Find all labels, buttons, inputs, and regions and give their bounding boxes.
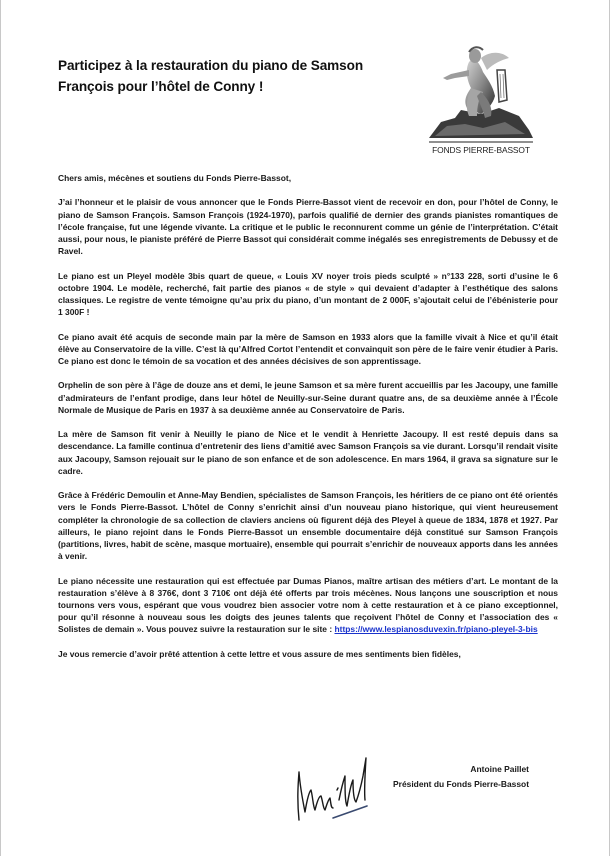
paragraph-piano-model: Le piano est un Pleyel modèle 3bis quart de queue, « Louis XV noyer trois pieds sculpté » n°133 228, sorti d’usine le 6 octobre 1904. Le modèle, recherché, fait partie des pianos « de style » qui devaient d’adapter à l’esthétique des salons classiques. Le registre de vente témoigne qu’au prix du piano, d’un montant de 2 000F, s’ajoutait celui de l’ébénisterie pour 1 300F ! — [58, 270, 558, 318]
fonds-logo — [421, 40, 541, 162]
paragraph-descendance: La mère de Samson fit venir à Neuilly le piano de Nice et le vendit à Henriette Jacoupy. Il est resté depuis dans sa descendance. La famille continua d’entretenir des liens d’amitié avec Samson François sa vie durant. Lorsqu’il rendait visite aux Jacoupy, Samson rejouait sur le piano de son enfance et de son adolescence. En mars 1964, il grava sa signature sur le cadre. — [58, 429, 558, 476]
salutation: Chers amis, mécènes et soutiens du Fonds Pierre-Bassot, — [58, 173, 292, 183]
signatory-role: Président du Fonds Pierre-Bassot — [393, 778, 529, 789]
restoration-text: Le piano nécessite une restauration qui est effectuée par Dumas Pianos, maître artisan des métiers d’art. Le montant de la restauration s’élève à 8 376€, dont 3 710€ ont déjà été offerts par trois mécènes. Nous lançons une souscription et nous tournons vers vous, espérant que vous voudrez bien associer votre nom à cette restauration et à ce piano exceptionnel, pour qu’il résonne à nouveau sous les doigts des jeunes talents que reçoivent l’hôtel de Conny et l’association des « Solistes de demain ». Vous pouvez suivre la restauration sur le site : — [58, 575, 558, 635]
logo-caption: FONDS PIERRE-BASSOT — [432, 145, 530, 155]
paragraph-restoration — [58, 575, 558, 636]
statue-logo-icon — [421, 40, 541, 144]
handwritten-signature-icon — [293, 740, 388, 830]
signatory-name: Antoine Paillet — [470, 764, 529, 774]
paragraph-jacoupy: Orphelin de son père à l’âge de douze ans et demi, le jeune Samson et sa mère furent accueillis par les Jacoupy, une famille d’admirateurs de l’enfant prodige, dans leur hôtel de Neuilly-sur-Seine durant quatre ans, de sa deuxième année à l’École Normale de Musique de Paris en 1937 à sa deuxième année au Conservatoire de Paris. — [58, 380, 558, 415]
paragraph-heritage: Grâce à Frédéric Demoulin et Anne-May Bendien, spécialistes de Samson François, les héritiers de ce piano ont été orientés vers le Fonds Pierre-Bassot. L’hôtel de Conny s’enrichit ainsi d’un nouveau piano historique, qui vient heureusement compléter la chronologie de sa collection de claviers anciens où figurent déjà des Pleyel à queue de 1834, 1878 et 1927. Par ailleurs, le piano rejoint dans le Fonds Pierre-Bassot un ensemble documentaire déjà constitué sur Samson François (partitions, livres, habit de scène, masque mortuaire), ensemble qui pourrait s’enrichir de nouveaux apports dans les années à venir. — [58, 490, 558, 562]
closing: Je vous remercie d’avoir prêté attention à cette lettre et vous assure de mes sentiments bien fidèles, — [58, 648, 461, 659]
restoration-link[interactable]: https://www.lespianosduvexin.fr/piano-pleyel-3-bis — [334, 624, 538, 635]
page-title: Participez à la restauration du piano de Samson François pour l’hôtel de Conny ! — [58, 58, 364, 94]
paragraph-acquisition: Ce piano avait été acquis de seconde main par la mère de Samson en 1933 alors que la famille vivait à Nice et qu’il était élève au Conservatoire de la ville. C’est là qu’Alfred Cortot l’entendit et convainquit son père de le faire venir étudier à Paris. Ce piano est donc le témoin de sa vocation et des années décisives de son apprentissage. — [58, 331, 558, 366]
paragraph-announcement: J’ai l’honneur et le plaisir de vous annoncer que le Fonds Pierre-Bassot vient de recevoir en don, pour l’hôtel de Conny, le piano de Samson François. Samson François (1924-1970), parfois qualifié de dernier des grands pianistes romantiques de l’école française, fut une légende vivante. La critique et le public le reconnurent comme un génie de l’interprétation. C’était aussi, pour nous, le pianiste préféré de Pierre Bassot qui considérait comme inégalés ses enregistrements de Debussy et de Ravel. — [58, 197, 558, 257]
letter-body — [58, 172, 558, 672]
signature-block — [393, 762, 529, 791]
